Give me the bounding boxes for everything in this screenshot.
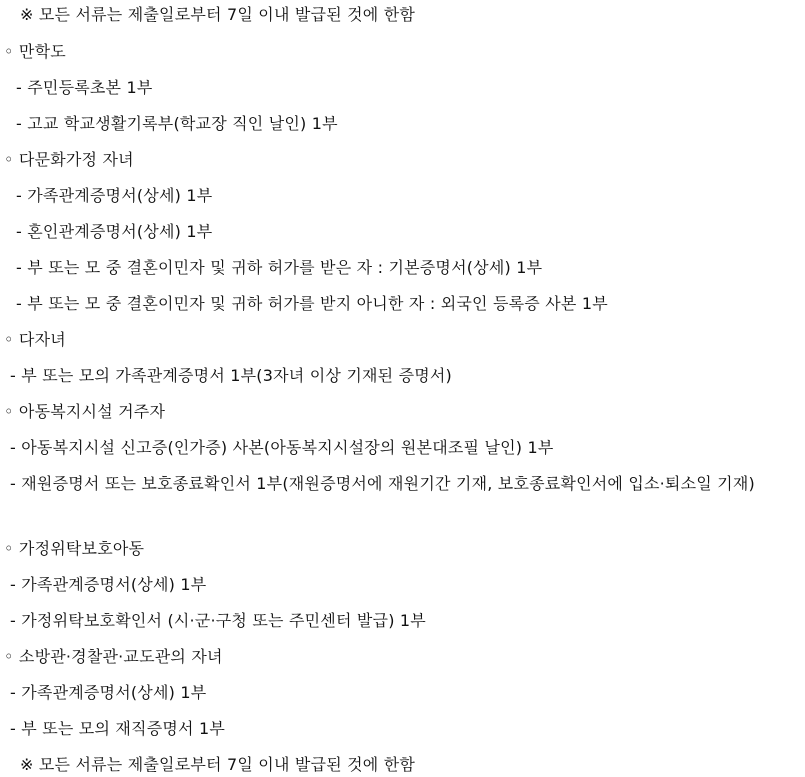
section-heading: ◦ 아동복지시설 거주자	[4, 402, 166, 421]
list-item: - 주민등록초본 1부	[16, 78, 153, 97]
section-heading: ◦ 가정위탁보호아동	[4, 539, 145, 558]
list-item: - 가족관계증명서(상세) 1부	[16, 186, 213, 205]
list-item: - 부 또는 모 중 결혼이민자 및 귀하 허가를 받은 자 : 기본증명서(상세) 1부	[16, 258, 543, 277]
list-item: - 가족관계증명서(상세) 1부	[10, 575, 207, 594]
list-item: - 혼인관계증명서(상세) 1부	[16, 222, 213, 241]
section-heading: ◦ 다자녀	[4, 330, 66, 349]
section-heading: ◦ 소방관·경찰관·교도관의 자녀	[4, 647, 223, 666]
list-item: - 고교 학교생활기록부(학교장 직인 날인) 1부	[16, 114, 338, 133]
list-item: - 가정위탁보호확인서 (시·군·구청 또는 주민센터 발급) 1부	[10, 611, 426, 630]
section-heading: ◦ 다문화가정 자녀	[4, 150, 134, 169]
list-item-wrapped	[0, 469, 805, 499]
list-item: - 부 또는 모의 재직증명서 1부	[10, 719, 225, 738]
note-line: ※ 모든 서류는 제출일로부터 7일 이내 발급된 것에 한함	[20, 5, 416, 24]
list-item: - 가족관계증명서(상세) 1부	[10, 683, 207, 702]
list-item: - 부 또는 모 중 결혼이민자 및 귀하 허가를 받지 아니한 자 : 외국인 등록증 사본 1부	[16, 294, 608, 313]
list-item: - 아동복지시설 신고증(인가증) 사본(아동복지시설장의 원본대조필 날인) 1부	[10, 438, 554, 457]
list-item: - 부 또는 모의 가족관계증명서 1부(3자녀 이상 기재된 증명서)	[10, 366, 452, 385]
list-item-text: - 재원증명서 또는 보호종료확인서 1부(재원증명서에 재원기간 기재, 보호종료확인서에 입소·퇴소일 기재)	[10, 474, 755, 493]
note-line: ※ 모든 서류는 제출일로부터 7일 이내 발급된 것에 한함	[20, 755, 416, 774]
section-heading: ◦ 만학도	[4, 42, 66, 61]
